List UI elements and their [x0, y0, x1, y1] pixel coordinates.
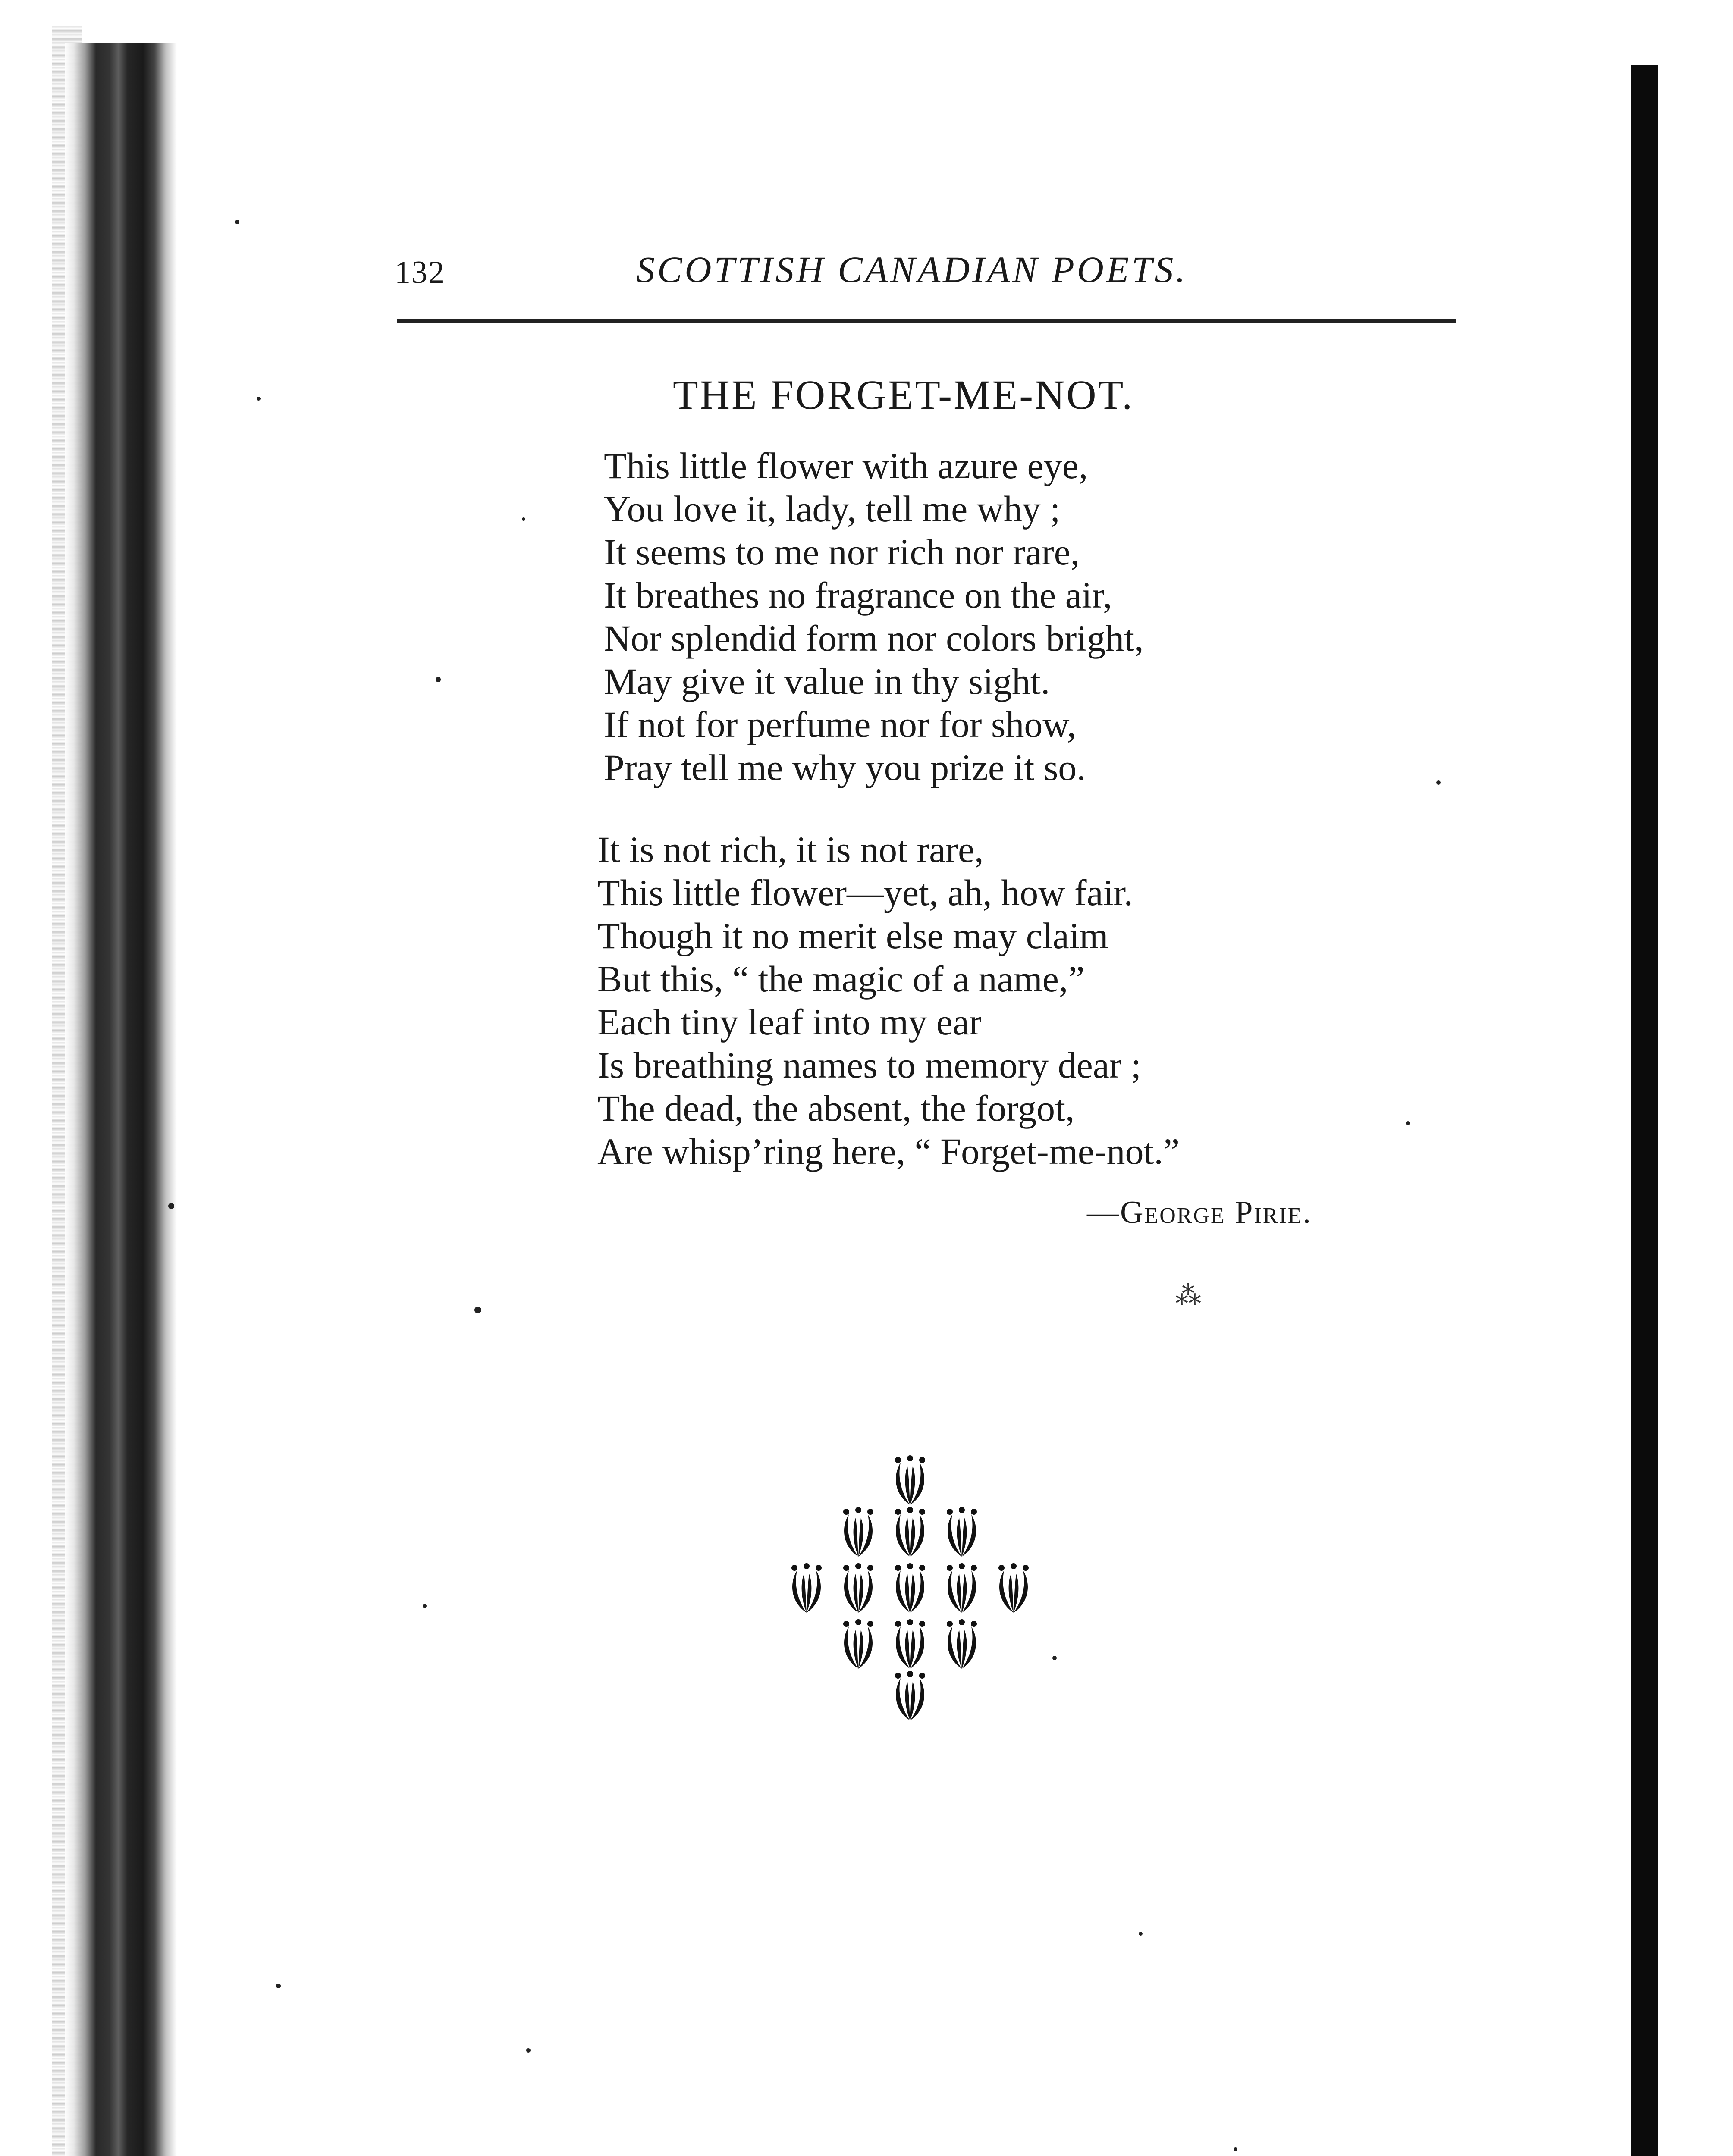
scan-speck: [423, 1604, 427, 1608]
right-page-edge: [1631, 65, 1658, 2156]
scan-speck: [1436, 780, 1441, 785]
poem-attribution: —George Pirie.: [1087, 1195, 1312, 1230]
page-number: 132: [395, 255, 445, 290]
poem-line: Pray tell me why you prize it so.: [604, 747, 1086, 788]
stanza-1: [604, 444, 1144, 789]
scan-speck: [522, 517, 525, 521]
small-ornament-icon: ⁂: [1175, 1282, 1201, 1310]
poem-line: Is breathing names to memory dear ;: [597, 1044, 1141, 1086]
poem-line: It seems to me nor rich nor rare,: [604, 531, 1080, 573]
running-header: [395, 248, 1456, 304]
poem-line: You love it, lady, tell me why ;: [604, 488, 1061, 530]
book-binding-edge: [65, 43, 177, 2156]
poem-line: It is not rich, it is not rare,: [597, 829, 984, 870]
scan-speck: [526, 2048, 531, 2053]
tailpiece-ornament-icon: [768, 1449, 1052, 1733]
scan-speck: [257, 397, 261, 401]
poem-line: If not for perfume nor for show,: [604, 704, 1077, 745]
poem-line: This little flower—yet, ah, how fair.: [597, 872, 1133, 913]
poem-line: But this, “ the magic of a name,”: [597, 958, 1085, 1000]
poem-line: Nor splendid form nor colors bright,: [604, 617, 1144, 659]
poem-line: May give it value in thy sight.: [604, 661, 1050, 702]
poem-line: This little flower with azure eye,: [604, 445, 1088, 486]
scan-speck: [1052, 1656, 1057, 1660]
poem-line: Though it no merit else may claim: [597, 915, 1108, 956]
poem-line: The dead, the absent, the forgot,: [597, 1087, 1075, 1129]
scan-speck: [276, 1984, 281, 1988]
header-rule: [397, 319, 1456, 323]
poem-line: Are whisp’ring here, “ Forget-me-not.”: [597, 1131, 1180, 1172]
scan-speck: [168, 1203, 174, 1209]
stanza-2: [597, 828, 1180, 1173]
scan-speck: [474, 1307, 481, 1313]
scan-speck: [235, 220, 239, 224]
running-title: SCOTTISH CANADIAN POETS.: [636, 249, 1188, 290]
scan-speck: [1234, 2147, 1237, 2151]
poem-title: THE FORGET-ME-NOT.: [673, 372, 1134, 418]
poem-line: Each tiny leaf into my ear: [597, 1001, 982, 1043]
scan-speck: [1406, 1121, 1410, 1125]
scan-speck: [1139, 1932, 1143, 1936]
scan-speck: [436, 677, 441, 682]
poem-line: It breathes no fragrance on the air,: [604, 574, 1112, 616]
